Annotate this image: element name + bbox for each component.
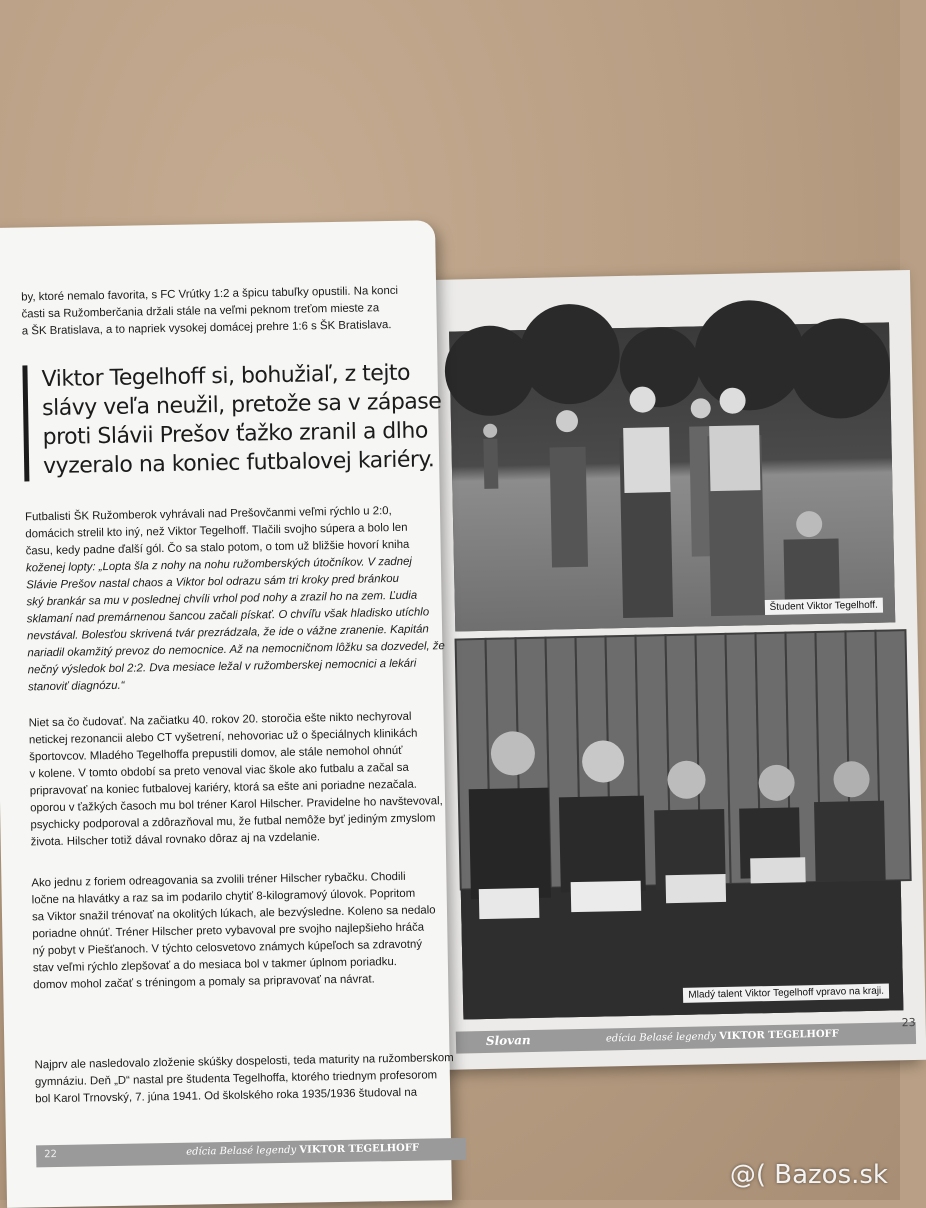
left-footer-bar [36, 1138, 466, 1168]
paragraph-5: Najprv ale nasledovalo zloženie skúšky dospelosti, teda maturity na ružomberskom gymnáziu. Deň „D“ nastal pre študenta Tegelhoffa, ktorého triednym profesorom bol Karol Trnovský, 7. júna 1941. Od školského roka 1935/1936 študoval na [34, 1052, 454, 1106]
page-number-left: 22 [44, 1148, 58, 1161]
bazos-watermark: @( Bazos.sk [729, 1160, 888, 1190]
photo-caption-2: Mladý talent Viktor Tegelhoff vpravo na kraji. [683, 984, 889, 1003]
paragraph-3: Niet sa čo čudovať. Na začiatku 40. rokov 20. storočia ešte nikto nechyroval netickej rezonancii alebo CT vyšetrení, nehovoriac už o špeciálnych klinikách športovcov. Mladého Tegelhoffa prepustili domov, ale stále nemohol ohnúť v kolene. V tomto období sa preto venoval viac škole ako futbalu a začal sa pripravovať na koniec futbalovej kariéry, ktorá sa ešte ani poriadne nezačala. oporou v ťažkých časoch mu bol tréner Karol Hilscher. Pravidelne ho navštevoval, psychicky podporoval a zdôrazňoval mu, že futbal nemôže byť jediným zmyslom života. Hilscher totiž dával rovnako dôraz aj na vzdelanie. [28, 710, 443, 849]
pull-quote: Viktor Tegelhoff si, bohužiaľ, z tejto slávy veľa neužil, pretože sa v zápase proti Slávii Prešov ťažko zranil a dlho vyzeralo na koniec futbalovej kariéry. [22, 357, 483, 481]
right-footer-bar [456, 1022, 916, 1054]
photo-team [456, 630, 904, 1019]
paragraph-2: Futbalisti ŠK Ružomberok vyhrávali nad Prešovčanmi veľmi rýchlo u 2:0, domácich strelil kto iný, než Viktor Tegelhoff. Tlačili svojho súpera a bolo len času, kedy padne ďalší gól. Čo sa stalo potom, o tom už bližšie hovorí kniha koženej lopty: „Lopta šla z nohy na nohu ružomberských útočníkov. V zadnej Slávie Prešov nastal chaos a Viktor bol odrazu sám tri kroky pred bránkou ský brankár sa mu v poslednej chvíli vrhol pod nohy a zrazil ho na zem. Ľudia sklamaní nad premárnenou šancou začali pískať. O chvíľu však hladisko utíchlo nevstával. Bolesťou skrivená tvár prezrádzala, že ide o vážne zranenie. Kapitán nariadil okamžitý prevoz do nemocnice. Až na nemocničnom lôžku sa dozvedel, že nečný výsledok bol 2:2. Dva mesiace ležal v ružomberskej nemocnici a lekári stanoviť diagnózu.“ [24, 505, 445, 694]
paragraph-4: Ako jednu z foriem odreagovania sa zvolili tréner Hilscher rybačku. Chodili ločne na hlavátky a raz sa im podarilo chytiť 8-kilogramový úlovok. Popritom sa Viktor snažil trénovať na okolitých lúkach, ale bezvýsledne. Koleno sa nedalo poriadne ohnúť. Tréner Hilscher preto vybavoval pre svojho najlepšieho hráča ný pobyt v Piešťanoch. V týchto celosvetovo známych kúpeľoch sa zdravotný stav veľmi rýchlo zlepšovať a do mesiaca bol v takmer úplnom poriadku. domov mohol začať s tréningom a pomaly sa pripravovať na návrat. [31, 870, 436, 992]
right-page [430, 270, 926, 1070]
slovan-logo: Slovan [485, 1033, 531, 1048]
photo-student [449, 322, 895, 631]
page-number-right: 23 [901, 1015, 916, 1030]
footer-edition: edícia Belasé legendy VIKTOR TEGELHOFF [605, 1028, 839, 1045]
photo-caption-1: Študent Viktor Tegelhoff. [764, 598, 883, 615]
footer-edition-left: edícia Belasé legendy VIKTOR TEGELHOFF [186, 1142, 420, 1158]
left-page [0, 220, 452, 1208]
paragraph-1: by, ktoré nemalo favorita, s FC Vrútky 1:2 a špicu tabuľky opustili. Na konci časti sa Ružomberčania držali stále na veľmi peknom treťom mieste za a ŠK Bratislava, a to napriek vysokej domácej prehre 1:6 s ŠK Bratislava. [21, 284, 399, 338]
